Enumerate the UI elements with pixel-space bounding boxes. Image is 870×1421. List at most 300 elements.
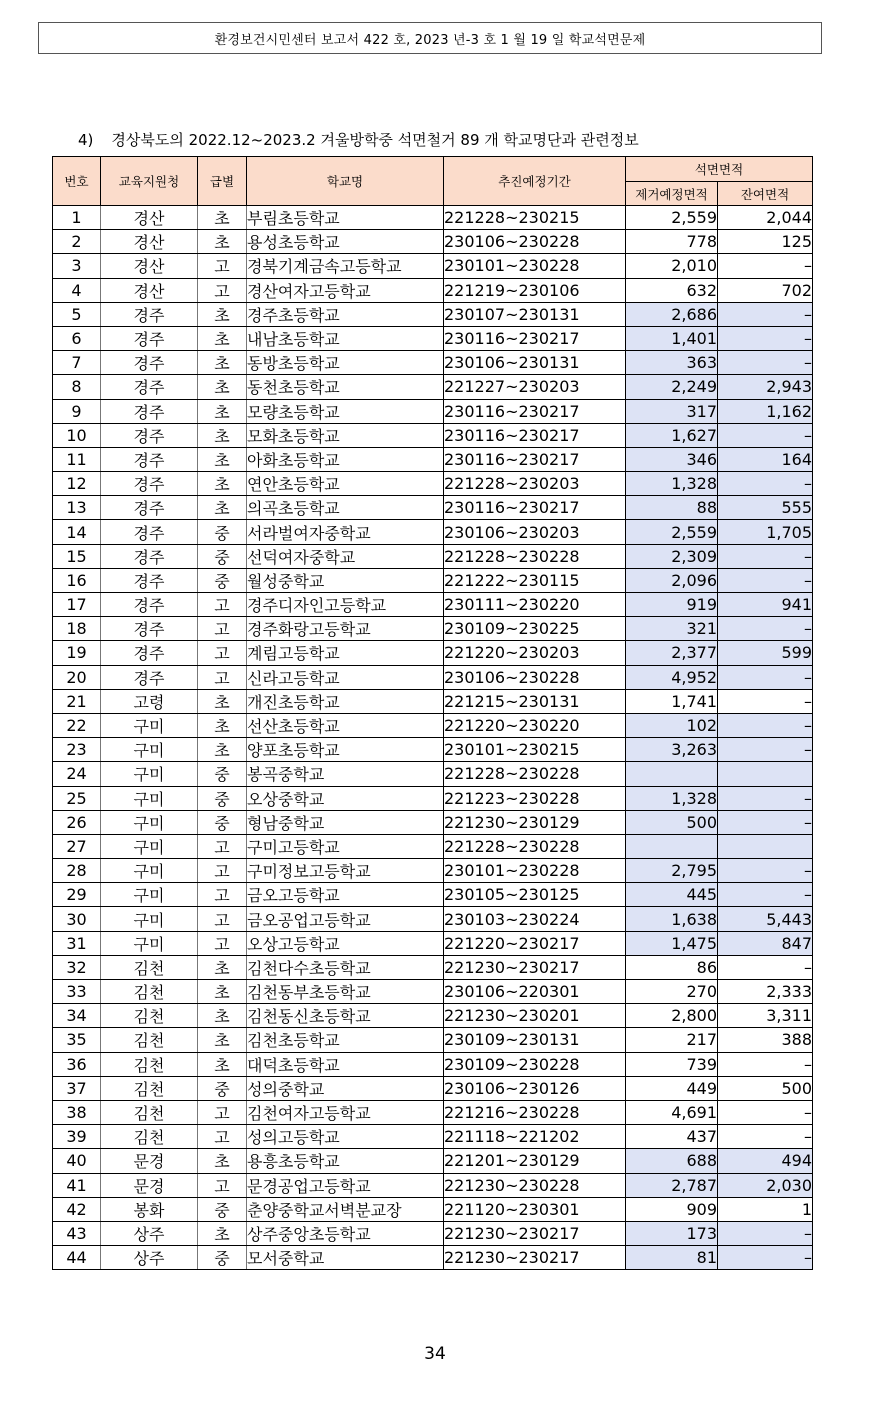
- cell-school-name: 서라벌여자중학교: [247, 520, 444, 544]
- cell-school-name: 경주화랑고등학교: [247, 617, 444, 641]
- table-row: [53, 230, 813, 254]
- cell-remaining-area: –: [718, 810, 813, 834]
- table-row: [53, 351, 813, 375]
- cell-level: 초: [198, 206, 247, 230]
- cell-no: 28: [53, 859, 101, 883]
- cell-level: 고: [198, 883, 247, 907]
- cell-school-name: 계림고등학교: [247, 641, 444, 665]
- cell-remaining-area: 1,705: [718, 520, 813, 544]
- cell-period: 221230~230201: [444, 1004, 626, 1028]
- cell-plan-area: 173: [626, 1221, 718, 1245]
- cell-plan-area: 500: [626, 810, 718, 834]
- cell-school-name: 춘양중학교서벽분교장: [247, 1197, 444, 1221]
- table-row: [53, 883, 813, 907]
- cell-level: 고: [198, 665, 247, 689]
- cell-period: 221220~230217: [444, 931, 626, 955]
- table-row: [53, 689, 813, 713]
- cell-plan-area: 270: [626, 980, 718, 1004]
- cell-plan-area: 4,952: [626, 665, 718, 689]
- cell-office: 경주: [101, 665, 198, 689]
- cell-no: 33: [53, 980, 101, 1004]
- report-header: [38, 22, 822, 54]
- cell-level: 중: [198, 1076, 247, 1100]
- cell-period: 221222~230115: [444, 568, 626, 592]
- cell-school-name: 구미정보고등학교: [247, 859, 444, 883]
- cell-no: 24: [53, 762, 101, 786]
- table-row: [53, 834, 813, 858]
- cell-remaining-area: –: [718, 1052, 813, 1076]
- header-plan: 제거예정면적: [626, 182, 718, 206]
- table-row: [53, 520, 813, 544]
- cell-school-name: 금오공업고등학교: [247, 907, 444, 931]
- cell-no: 6: [53, 326, 101, 350]
- table-row: [53, 980, 813, 1004]
- cell-school-name: 경산여자고등학교: [247, 278, 444, 302]
- table-row: [53, 278, 813, 302]
- table-row: [53, 955, 813, 979]
- cell-plan-area: 445: [626, 883, 718, 907]
- header-office: 교육지원청: [101, 157, 198, 206]
- cell-office: 구미: [101, 738, 198, 762]
- cell-office: 경주: [101, 472, 198, 496]
- cell-office: 경주: [101, 568, 198, 592]
- cell-no: 12: [53, 472, 101, 496]
- cell-level: 고: [198, 1125, 247, 1149]
- cell-period: 221220~230220: [444, 713, 626, 737]
- cell-no: 2: [53, 230, 101, 254]
- table-row: [53, 544, 813, 568]
- cell-period: 230116~230217: [444, 447, 626, 471]
- cell-period: 230106~230228: [444, 665, 626, 689]
- cell-school-name: 성의고등학교: [247, 1125, 444, 1149]
- cell-remaining-area: 2,943: [718, 375, 813, 399]
- cell-school-name: 모서중학교: [247, 1246, 444, 1270]
- cell-plan-area: 2,800: [626, 1004, 718, 1028]
- cell-school-name: 경주초등학교: [247, 302, 444, 326]
- cell-period: 221228~230203: [444, 472, 626, 496]
- cell-no: 31: [53, 931, 101, 955]
- cell-no: 27: [53, 834, 101, 858]
- cell-office: 경주: [101, 302, 198, 326]
- cell-period: 230106~220301: [444, 980, 626, 1004]
- cell-period: 221215~230131: [444, 689, 626, 713]
- cell-school-name: 선덕여자중학교: [247, 544, 444, 568]
- cell-school-name: 금오고등학교: [247, 883, 444, 907]
- cell-remaining-area: –: [718, 713, 813, 737]
- table-row: [53, 786, 813, 810]
- cell-level: 초: [198, 496, 247, 520]
- cell-office: 구미: [101, 931, 198, 955]
- cell-school-name: 경주디자인고등학교: [247, 593, 444, 617]
- cell-period: 230111~230220: [444, 593, 626, 617]
- cell-no: 35: [53, 1028, 101, 1052]
- cell-plan-area: 632: [626, 278, 718, 302]
- cell-period: 230109~230225: [444, 617, 626, 641]
- cell-remaining-area: 3,311: [718, 1004, 813, 1028]
- cell-remaining-area: –: [718, 351, 813, 375]
- cell-period: 230106~230203: [444, 520, 626, 544]
- cell-level: 초: [198, 375, 247, 399]
- cell-plan-area: 2,249: [626, 375, 718, 399]
- cell-office: 경주: [101, 520, 198, 544]
- table-row: [53, 1173, 813, 1197]
- cell-no: 23: [53, 738, 101, 762]
- cell-school-name: 김천동신초등학교: [247, 1004, 444, 1028]
- cell-office: 경주: [101, 447, 198, 471]
- cell-period: 230116~230217: [444, 399, 626, 423]
- cell-plan-area: 1,475: [626, 931, 718, 955]
- table-row: [53, 206, 813, 230]
- cell-office: 구미: [101, 834, 198, 858]
- table-row: [53, 1028, 813, 1052]
- cell-remaining-area: –: [718, 423, 813, 447]
- cell-remaining-area: –: [718, 689, 813, 713]
- cell-no: 25: [53, 786, 101, 810]
- cell-office: 문경: [101, 1149, 198, 1173]
- cell-office: 김천: [101, 1076, 198, 1100]
- cell-period: 230101~230228: [444, 859, 626, 883]
- table-row: [53, 423, 813, 447]
- cell-no: 30: [53, 907, 101, 931]
- cell-no: 38: [53, 1100, 101, 1124]
- table-row: [53, 931, 813, 955]
- cell-school-name: 양포초등학교: [247, 738, 444, 762]
- cell-remaining-area: 1,162: [718, 399, 813, 423]
- cell-no: 1: [53, 206, 101, 230]
- cell-period: 230116~230217: [444, 423, 626, 447]
- cell-period: 230109~230131: [444, 1028, 626, 1052]
- cell-school-name: 모량초등학교: [247, 399, 444, 423]
- cell-plan-area: 317: [626, 399, 718, 423]
- table-row: [53, 568, 813, 592]
- cell-no: 17: [53, 593, 101, 617]
- cell-level: 고: [198, 834, 247, 858]
- cell-office: 경주: [101, 496, 198, 520]
- header-level: 급별: [198, 157, 247, 206]
- table-row: [53, 302, 813, 326]
- cell-office: 고령: [101, 689, 198, 713]
- cell-remaining-area: –: [718, 786, 813, 810]
- cell-period: 221227~230203: [444, 375, 626, 399]
- table-row: [53, 496, 813, 520]
- cell-period: 221120~230301: [444, 1197, 626, 1221]
- cell-plan-area: 346: [626, 447, 718, 471]
- cell-level: 고: [198, 278, 247, 302]
- report-header-text: 환경보건시민센터 보고서 422 호, 2023 년-3 호 1 월 19 일 학교석면문제: [214, 32, 646, 48]
- section-number: 4): [78, 131, 94, 149]
- cell-level: 초: [198, 423, 247, 447]
- cell-school-name: 문경공업고등학교: [247, 1173, 444, 1197]
- cell-remaining-area: 125: [718, 230, 813, 254]
- cell-office: 김천: [101, 980, 198, 1004]
- cell-level: 초: [198, 980, 247, 1004]
- cell-level: 고: [198, 1173, 247, 1197]
- cell-level: 초: [198, 399, 247, 423]
- cell-level: 초: [198, 302, 247, 326]
- cell-no: 32: [53, 955, 101, 979]
- cell-office: 경산: [101, 278, 198, 302]
- cell-no: 37: [53, 1076, 101, 1100]
- table-row: [53, 1149, 813, 1173]
- cell-school-name: 개진초등학교: [247, 689, 444, 713]
- cell-level: 고: [198, 1100, 247, 1124]
- cell-school-name: 부림초등학교: [247, 206, 444, 230]
- table-row: [53, 617, 813, 641]
- table-row: [53, 641, 813, 665]
- cell-level: 중: [198, 1197, 247, 1221]
- cell-school-name: 김천여자고등학교: [247, 1100, 444, 1124]
- table-row: [53, 1221, 813, 1245]
- cell-school-name: 신라고등학교: [247, 665, 444, 689]
- table-row: [53, 907, 813, 931]
- cell-no: 15: [53, 544, 101, 568]
- cell-remaining-area: 2,333: [718, 980, 813, 1004]
- cell-plan-area: [626, 762, 718, 786]
- cell-level: 고: [198, 593, 247, 617]
- cell-no: 20: [53, 665, 101, 689]
- cell-office: 경주: [101, 544, 198, 568]
- cell-level: 고: [198, 617, 247, 641]
- cell-plan-area: 3,263: [626, 738, 718, 762]
- cell-no: 9: [53, 399, 101, 423]
- cell-no: 13: [53, 496, 101, 520]
- table-row: [53, 399, 813, 423]
- cell-school-name: 용흥초등학교: [247, 1149, 444, 1173]
- cell-plan-area: 321: [626, 617, 718, 641]
- table-row: [53, 326, 813, 350]
- cell-period: 230106~230126: [444, 1076, 626, 1100]
- cell-remaining-area: [718, 762, 813, 786]
- cell-office: 김천: [101, 1125, 198, 1149]
- header-remain: 잔여면적: [718, 182, 813, 206]
- cell-period: 221216~230228: [444, 1100, 626, 1124]
- cell-plan-area: 217: [626, 1028, 718, 1052]
- cell-office: 경산: [101, 230, 198, 254]
- cell-office: 김천: [101, 1004, 198, 1028]
- cell-remaining-area: 702: [718, 278, 813, 302]
- section-title: 경상북도의 2022.12~2023.2 겨울방학중 석면철거 89 개 학교명단과 관련정보: [111, 131, 639, 149]
- cell-school-name: 상주중앙초등학교: [247, 1221, 444, 1245]
- cell-plan-area: 919: [626, 593, 718, 617]
- table-body: [53, 206, 813, 1270]
- cell-office: 구미: [101, 786, 198, 810]
- cell-level: 고: [198, 931, 247, 955]
- cell-level: 초: [198, 326, 247, 350]
- cell-level: 중: [198, 762, 247, 786]
- cell-level: 중: [198, 544, 247, 568]
- cell-level: 고: [198, 641, 247, 665]
- cell-no: 11: [53, 447, 101, 471]
- cell-level: 중: [198, 786, 247, 810]
- cell-plan-area: 2,309: [626, 544, 718, 568]
- cell-remaining-area: 2,030: [718, 1173, 813, 1197]
- cell-plan-area: 2,787: [626, 1173, 718, 1197]
- cell-plan-area: 2,559: [626, 520, 718, 544]
- cell-plan-area: 1,328: [626, 472, 718, 496]
- cell-plan-area: 2,377: [626, 641, 718, 665]
- cell-plan-area: 2,010: [626, 254, 718, 278]
- cell-no: 44: [53, 1246, 101, 1270]
- cell-remaining-area: 941: [718, 593, 813, 617]
- cell-level: 초: [198, 472, 247, 496]
- cell-plan-area: 909: [626, 1197, 718, 1221]
- header-no: 번호: [53, 157, 101, 206]
- cell-period: 230106~230228: [444, 230, 626, 254]
- cell-school-name: 월성중학교: [247, 568, 444, 592]
- cell-remaining-area: –: [718, 1246, 813, 1270]
- cell-school-name: 동천초등학교: [247, 375, 444, 399]
- cell-period: 221228~230215: [444, 206, 626, 230]
- cell-office: 경산: [101, 254, 198, 278]
- cell-remaining-area: 494: [718, 1149, 813, 1173]
- cell-plan-area: 2,559: [626, 206, 718, 230]
- table-row: [53, 472, 813, 496]
- cell-period: 230107~230131: [444, 302, 626, 326]
- cell-no: 36: [53, 1052, 101, 1076]
- cell-plan-area: 778: [626, 230, 718, 254]
- cell-period: 230105~230125: [444, 883, 626, 907]
- table-row: [53, 1076, 813, 1100]
- cell-office: 구미: [101, 713, 198, 737]
- cell-level: 초: [198, 689, 247, 713]
- table-row: [53, 1100, 813, 1124]
- cell-no: 4: [53, 278, 101, 302]
- cell-no: 18: [53, 617, 101, 641]
- cell-level: 초: [198, 1052, 247, 1076]
- cell-remaining-area: –: [718, 568, 813, 592]
- cell-level: 초: [198, 1004, 247, 1028]
- cell-level: 초: [198, 1149, 247, 1173]
- cell-plan-area: 437: [626, 1125, 718, 1149]
- page-number: 34: [424, 1344, 446, 1364]
- cell-period: 230116~230217: [444, 496, 626, 520]
- cell-no: 40: [53, 1149, 101, 1173]
- cell-no: 39: [53, 1125, 101, 1149]
- cell-school-name: 내남초등학교: [247, 326, 444, 350]
- cell-plan-area: 4,691: [626, 1100, 718, 1124]
- cell-office: 구미: [101, 762, 198, 786]
- cell-period: 230101~230228: [444, 254, 626, 278]
- cell-level: 고: [198, 859, 247, 883]
- table-row: [53, 762, 813, 786]
- cell-level: 중: [198, 810, 247, 834]
- cell-office: 김천: [101, 1052, 198, 1076]
- cell-remaining-area: –: [718, 254, 813, 278]
- cell-plan-area: 86: [626, 955, 718, 979]
- cell-period: 221223~230228: [444, 786, 626, 810]
- cell-plan-area: 1,638: [626, 907, 718, 931]
- cell-remaining-area: [718, 834, 813, 858]
- cell-remaining-area: 164: [718, 447, 813, 471]
- cell-school-name: 구미고등학교: [247, 834, 444, 858]
- cell-office: 구미: [101, 907, 198, 931]
- cell-level: 중: [198, 520, 247, 544]
- cell-remaining-area: –: [718, 1125, 813, 1149]
- cell-remaining-area: –: [718, 544, 813, 568]
- cell-remaining-area: –: [718, 326, 813, 350]
- cell-level: 초: [198, 713, 247, 737]
- cell-school-name: 아화초등학교: [247, 447, 444, 471]
- cell-office: 봉화: [101, 1197, 198, 1221]
- cell-period: 221228~230228: [444, 762, 626, 786]
- table-row: [53, 447, 813, 471]
- cell-office: 경산: [101, 206, 198, 230]
- cell-remaining-area: 500: [718, 1076, 813, 1100]
- cell-remaining-area: 1: [718, 1197, 813, 1221]
- cell-school-name: 모화초등학교: [247, 423, 444, 447]
- cell-level: 초: [198, 230, 247, 254]
- cell-school-name: 김천초등학교: [247, 1028, 444, 1052]
- cell-period: 221118~221202: [444, 1125, 626, 1149]
- cell-remaining-area: 5,443: [718, 907, 813, 931]
- cell-office: 경주: [101, 617, 198, 641]
- cell-remaining-area: –: [718, 1221, 813, 1245]
- cell-level: 초: [198, 955, 247, 979]
- cell-period: 230101~230215: [444, 738, 626, 762]
- cell-plan-area: 81: [626, 1246, 718, 1270]
- cell-plan-area: 363: [626, 351, 718, 375]
- cell-remaining-area: –: [718, 665, 813, 689]
- cell-remaining-area: 847: [718, 931, 813, 955]
- cell-remaining-area: –: [718, 472, 813, 496]
- cell-school-name: 김천다수초등학교: [247, 955, 444, 979]
- cell-no: 43: [53, 1221, 101, 1245]
- cell-period: 230103~230224: [444, 907, 626, 931]
- cell-period: 221201~230129: [444, 1149, 626, 1173]
- cell-plan-area: 688: [626, 1149, 718, 1173]
- cell-no: 26: [53, 810, 101, 834]
- cell-plan-area: 1,328: [626, 786, 718, 810]
- cell-school-name: 연안초등학교: [247, 472, 444, 496]
- cell-plan-area: 2,096: [626, 568, 718, 592]
- cell-remaining-area: –: [718, 859, 813, 883]
- cell-office: 김천: [101, 1028, 198, 1052]
- cell-plan-area: 88: [626, 496, 718, 520]
- cell-period: 221230~230217: [444, 955, 626, 979]
- cell-school-name: 형남중학교: [247, 810, 444, 834]
- cell-office: 경주: [101, 399, 198, 423]
- cell-office: 상주: [101, 1221, 198, 1245]
- cell-office: 문경: [101, 1173, 198, 1197]
- cell-remaining-area: –: [718, 617, 813, 641]
- cell-no: 22: [53, 713, 101, 737]
- cell-office: 경주: [101, 375, 198, 399]
- cell-remaining-area: 555: [718, 496, 813, 520]
- header-name: 학교명: [247, 157, 444, 206]
- table-row: [53, 859, 813, 883]
- cell-no: 5: [53, 302, 101, 326]
- cell-period: 221230~230228: [444, 1173, 626, 1197]
- cell-school-name: 의곡초등학교: [247, 496, 444, 520]
- cell-office: 구미: [101, 810, 198, 834]
- cell-no: 16: [53, 568, 101, 592]
- cell-school-name: 성의중학교: [247, 1076, 444, 1100]
- cell-period: 230106~230131: [444, 351, 626, 375]
- cell-no: 41: [53, 1173, 101, 1197]
- cell-plan-area: 739: [626, 1052, 718, 1076]
- table-row: [53, 1246, 813, 1270]
- cell-office: 구미: [101, 859, 198, 883]
- cell-no: 7: [53, 351, 101, 375]
- table-row: [53, 665, 813, 689]
- section-caption: [78, 129, 639, 150]
- cell-school-name: 동방초등학교: [247, 351, 444, 375]
- header-period: 추진예정기간: [444, 157, 626, 206]
- cell-no: 34: [53, 1004, 101, 1028]
- cell-no: 8: [53, 375, 101, 399]
- cell-level: 초: [198, 738, 247, 762]
- table-row: [53, 1004, 813, 1028]
